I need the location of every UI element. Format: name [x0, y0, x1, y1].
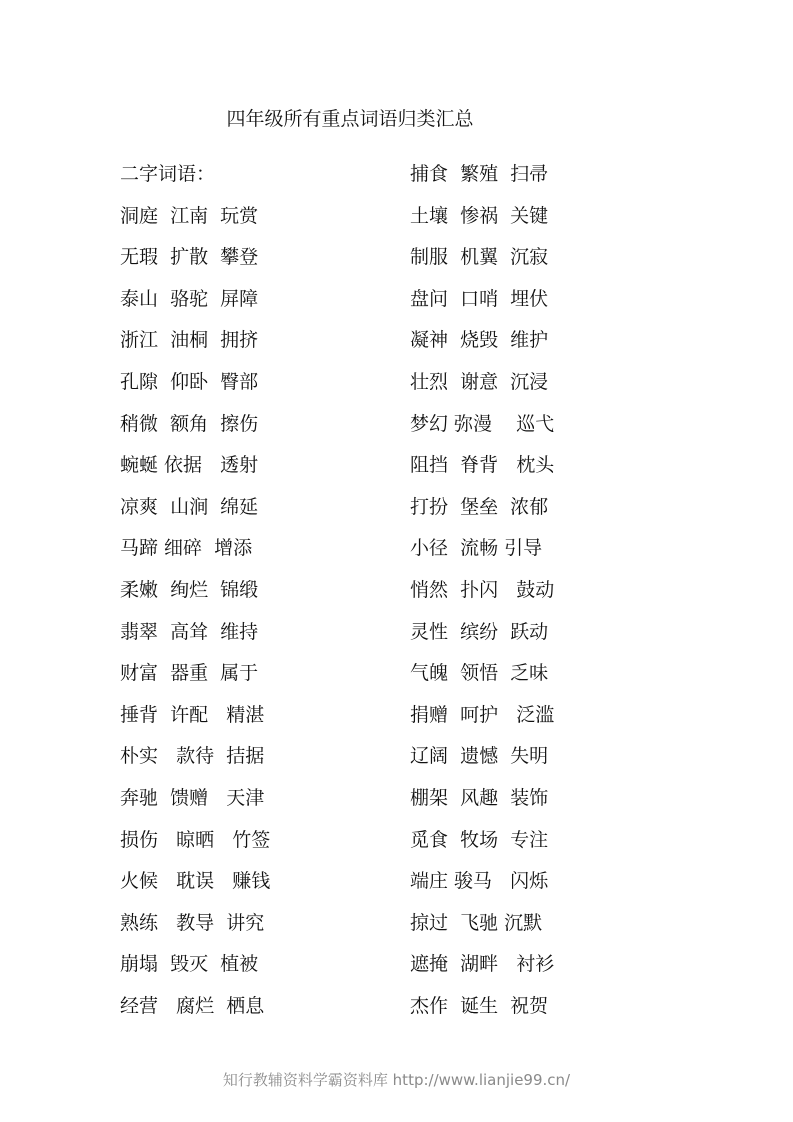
word-row: 经营 腐烂 栖息: [120, 994, 265, 1017]
word-row: 遮掩 湖畔 衬衫: [410, 953, 555, 976]
word-row: 制服 机翼 沉寂: [410, 246, 549, 269]
word-row: 凝神 烧毁 维护: [410, 329, 549, 352]
word-row: 二字词语：: [120, 163, 216, 185]
word-row: 朴实 款待 拮据: [120, 745, 265, 768]
word-row: 损伤 晾晒 竹签: [120, 828, 271, 851]
word-row: 崩塌 毁灭 植被: [120, 953, 259, 976]
word-row: 盘问 口哨 埋伏: [410, 287, 549, 310]
word-row: 气魄 领悟 乏味: [410, 662, 549, 685]
word-row: 奔驰 馈赠 天津: [120, 786, 265, 809]
word-row: 翡翠 高耸 维持: [120, 620, 259, 643]
word-row: 掠过 飞驰 沉默: [410, 911, 543, 934]
word-row: 灵性 缤纷 跃动: [410, 620, 549, 643]
left-word-list: [120, 154, 270, 1027]
word-row: 熟练 教导 讲究: [120, 911, 265, 934]
word-row: 阻挡 脊背 枕头: [410, 454, 555, 477]
word-row: 觅食 牧场 专注: [410, 828, 549, 851]
word-row: 洞庭 江南 玩赏: [120, 204, 259, 227]
word-row: 端庄 骏马 闪烁: [410, 870, 549, 893]
word-row: 稍微 额角 擦伤: [120, 412, 259, 435]
word-row: 悄然 扑闪 鼓动: [410, 578, 555, 601]
word-row: 梦幻 弥漫 巡弋: [410, 412, 555, 435]
word-row: 财富 器重 属于: [120, 662, 259, 685]
word-row: 小径 流畅 引导: [410, 537, 543, 560]
word-row: 打扮 堡垒 浓郁: [410, 495, 549, 518]
word-row: 棚架 风趣 装饰: [410, 786, 549, 809]
word-row: 马蹄 细碎 增添: [120, 537, 253, 560]
word-row: 辽阔 遗憾 失明: [410, 745, 549, 768]
word-row: 凉爽 山涧 绵延: [120, 495, 259, 518]
word-row: 蜿蜒 依据 透射: [120, 454, 259, 477]
word-row: 柔嫩 绚烂 锦缎: [120, 578, 259, 601]
word-row: 捶背 许配 精湛: [120, 703, 265, 726]
word-row: 无瑕 扩散 攀登: [120, 246, 259, 269]
word-row: 泰山 骆驼 屏障: [120, 287, 259, 310]
word-row: 孔隙 仰卧 臀部: [120, 370, 259, 393]
page-title: 四年级所有重点词语归类汇总: [226, 108, 474, 130]
word-row: 浙江 油桐 拥挤: [120, 329, 259, 352]
word-row: 捕食 繁殖 扫帚: [410, 163, 549, 185]
word-row: 火候 耽误 赚钱: [120, 870, 271, 893]
word-row: 捐赠 呵护 泛滥: [410, 703, 555, 726]
word-row: 杰作 诞生 祝贺: [410, 994, 549, 1017]
word-row: 壮烈 谢意 沉浸: [410, 370, 549, 393]
footer-watermark: 知行教辅资料学霸资料库 http://www.lianjie99.cn/: [222, 1071, 571, 1089]
word-row: 土壤 惨祸 关键: [410, 204, 549, 227]
right-word-list: [410, 154, 554, 1027]
